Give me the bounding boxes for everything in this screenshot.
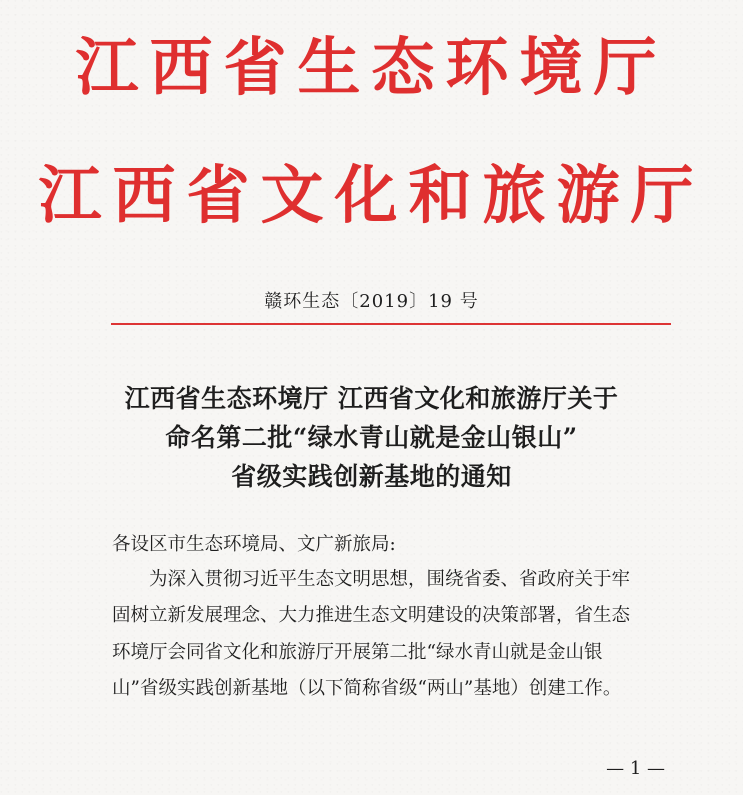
issuer-title-environment: 江西省生态环境厅 xyxy=(75,30,668,104)
body-text-line-2: 固树立新发展理念、大力推进生态文明建设的决策部署，省生态 xyxy=(112,605,631,626)
body-text-line-4: 山”省级实践创新基地（以下简称省级“两山”基地）创建工作。 xyxy=(112,678,622,699)
issuer-title-culture-tourism: 江西省文化和旅游厅 xyxy=(38,158,705,232)
document-number: 赣环生态〔2019〕19 号 xyxy=(264,291,479,312)
notice-title-line-3: 省级实践创新基地的通知 xyxy=(231,462,512,491)
notice-title-line-2: 命名第二批“绿水青山就是金山银山” xyxy=(165,423,578,452)
notice-title-line-1: 江西省生态环境厅 江西省文化和旅游厅关于 xyxy=(124,384,619,413)
page-number: — 1 — xyxy=(606,758,665,779)
recipient-line: 各设区市生态环境局、文广新旅局: xyxy=(112,534,396,555)
body-text-line-1: 为深入贯彻习近平生态文明思想，围绕省委、省政府关于牢 xyxy=(149,569,631,590)
red-separator-line xyxy=(111,323,671,325)
body-text-line-3: 环境厅会同省文化和旅游厅开展第二批“绿水青山就是金山银 xyxy=(112,642,603,663)
